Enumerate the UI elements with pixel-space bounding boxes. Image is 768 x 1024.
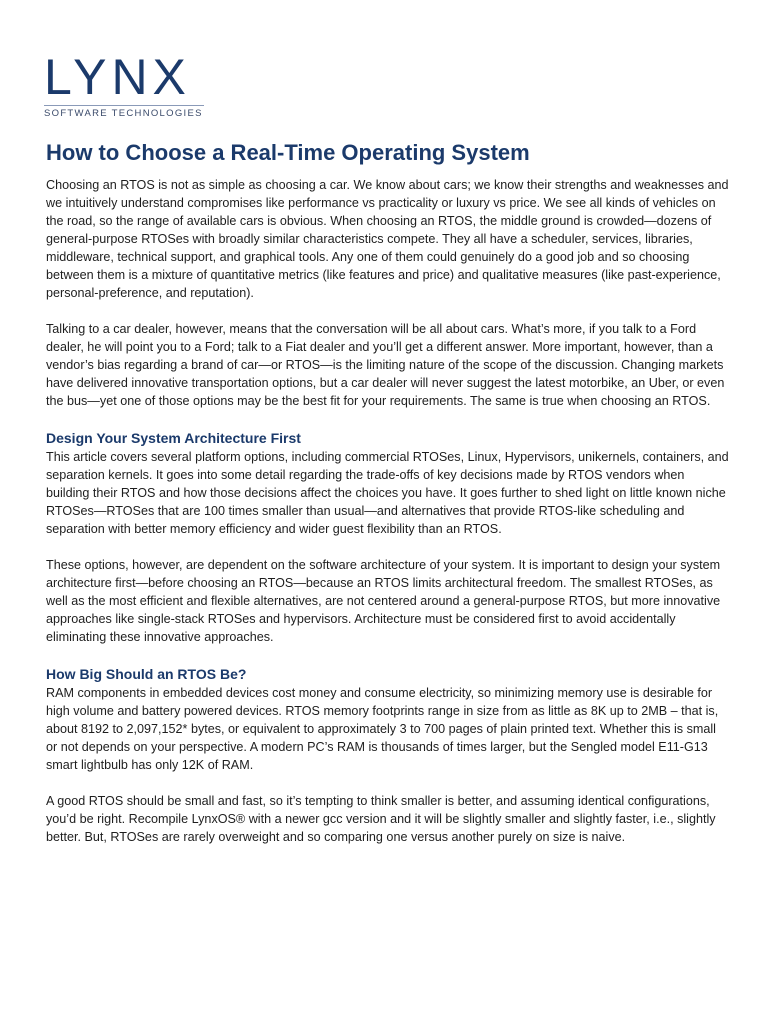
section-heading-rtos-size: How Big Should an RTOS Be? [46, 666, 247, 682]
logo-wordmark: LYNX [44, 49, 191, 105]
architecture-paragraph-2: These options, however, are dependent on the software architecture of your system. It is important to design your system architecture first—before choosing an RTOS—because an RTOS limits architectural freedom. The smallest RTOSes, as well as the most efficient and flexible alternatives, are not centered around a general-purpose RTOS, but more innovative approaches like single-stack RTOSes and hypervisors. Architecture must be considered first to avoid accidentally eliminating these innovative approaches. [46, 558, 721, 644]
logo-divider [44, 105, 204, 106]
logo-tagline: SOFTWARE TECHNOLOGIES [44, 108, 203, 119]
section-heading-architecture: Design Your System Architecture First [46, 430, 301, 446]
intro-paragraph-1: Choosing an RTOS is not as simple as choosing a car. We know about cars; we know their strengths and weaknesses and we intuitively understand compromises like performance vs practicality or luxury vs price. We see all kinds of vehicles on the road, so the range of available cars is obvious. When choosing an RTOS, the middle ground is crowded—dozens of general-purpose RTOSes with broadly similar characteristics compete. They all have a scheduler, services, libraries, middleware, technical support, and graphical tools. Any one of them could genuinely do a good job and so choosing between them is a mixture of quantitative metrics (like features and price) and qualitative measures (like past-experience, personal-preference, and reputation). [46, 178, 729, 300]
article-title: How to Choose a Real-Time Operating System [46, 140, 530, 165]
article-body [46, 139, 730, 846]
rtos-size-paragraph-1: RAM components in embedded devices cost money and consume electricity, so minimizing memory use is desirable for high volume and battery powered devices. RTOS memory footprints range in size from as little as 8K up to 2MB – that is, about 8192 to 2,097,152* bytes, or equivalent to approximately 3 to 700 pages of plain printed text. Whether this is small or not depends on your perspective. A modern PC’s RAM is thousands of times larger, but the Sengled model E11-G13 smart lightbulb has only 12K of RAM. [46, 686, 719, 772]
intro-paragraph-2: Talking to a car dealer, however, means that the conversation will be all about cars. What’s more, if you talk to a Ford dealer, he will point you to a Ford; talk to a Fiat dealer and you’ll get a different answer. More important, however, than a vendor’s bias regarding a brand of car—or RTOS—is the limiting nature of the scope of the discussion. Changing markets have delivered innovative transportation options, but a car dealer will never suggest the latest motorbike, an Uber, or even the bus—yet one of those options may be the best fit for your requirements. The same is true when choosing an RTOS. [46, 322, 725, 408]
rtos-size-paragraph-2: A good RTOS should be small and fast, so it’s tempting to think smaller is better, and assuming identical configurations, you’d be right. Recompile LynxOS® with a newer gcc version and it will be slightly smaller and slightly faster, i.e., slightly better. But, RTOSes are rarely overweight and so comparing one versus another purely on size is naive. [46, 794, 716, 844]
architecture-paragraph-1: This article covers several platform options, including commercial RTOSes, Linux, Hypervisors, unikernels, containers, and separation kernels. It goes into some detail regarding the trade-offs of key decisions made by RTOS vendors when building their RTOS and how those decisions affect the choices you have. It goes further to shed light on little known niche RTOSes—RTOSes that are 100 times smaller than usual—and alternatives that provide RTOS-like scheduling and separation with better memory efficiency and wider guest flexibility than an RTOS. [46, 450, 729, 536]
lynx-logo [44, 49, 214, 119]
